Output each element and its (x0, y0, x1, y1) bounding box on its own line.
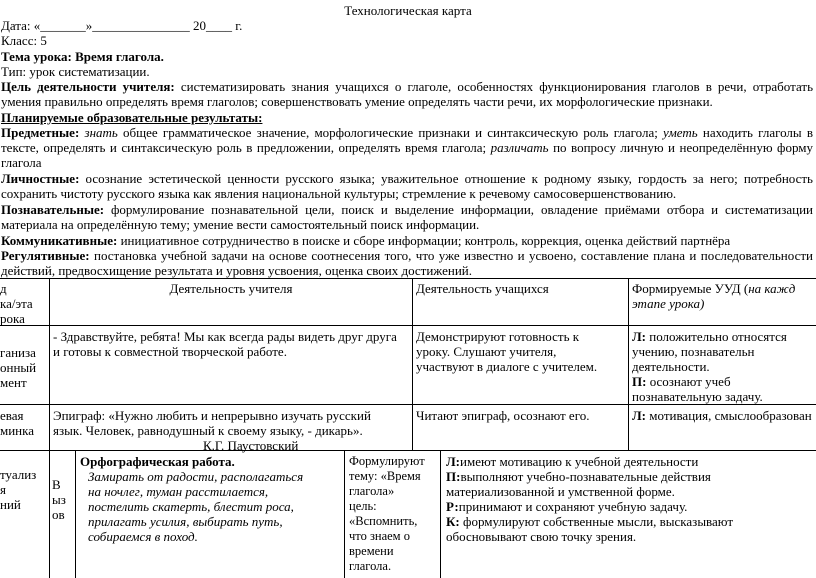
row-org-uud (632, 329, 816, 404)
teacher-goal-label: Цель деятельности учителя: (1, 79, 175, 94)
subject-label: Предметные: (1, 125, 80, 140)
lesson-stages-table (0, 278, 816, 578)
students-line: участвуют в диалоге с учителем. (416, 359, 598, 374)
uud-p-label: П: (632, 374, 647, 389)
table-rule (440, 450, 441, 578)
stage-line: ний (0, 497, 21, 512)
cognitive-results (1, 202, 813, 232)
subject-text-2: находить глаголы в тексте, определять и синтаксическую роль в предложении, определять время глагола; (1, 125, 813, 155)
table-rule (75, 450, 76, 578)
header-uud (632, 281, 816, 311)
regulative-text: постановка учебной задачи на основе соотнесения того, что уже известно и усвоено, составление плана и последовательности действий, предвосхищение результата и уровня усвоения, оценка своих достижений. (1, 248, 813, 278)
regulative-label: Регулятивные: (1, 248, 90, 263)
students-line: что знаем о (349, 529, 410, 543)
subject-results (1, 125, 813, 170)
lesson-type: Тип: урок систематизации. (1, 64, 150, 79)
header-uud-text: Формируемые УУД ( (632, 281, 749, 296)
spelling-line: собираемся в поход. (88, 529, 198, 544)
cognitive-text: формулирование познавательной цели, поиск и выделение информации, овладение приёмами отбора и систематизации материала на определённую тему; умение вести самостоятельный поиск информации. (1, 202, 813, 232)
personal-results (1, 171, 813, 201)
uud-r-label: Р: (446, 499, 459, 514)
table-rule (49, 278, 50, 578)
students-line: цель: (349, 499, 377, 513)
students-line: уроку. Слушают учителя, (416, 344, 557, 359)
subject-text-1: общее грамматическое значение, морфологические признаки и синтаксическую роль глагола; (117, 125, 664, 140)
row-warmup-students: Читают эпиграф, осознают его. (416, 408, 590, 423)
header-stage-cell (0, 281, 48, 326)
header-uud-italic-2: этапе урока) (632, 296, 705, 311)
spelling-line: прилагать усилия, выбирать путь, (88, 514, 283, 529)
uud-text: познавательную задачу. (632, 389, 763, 404)
row-actual-students (349, 454, 439, 574)
teacher-goal (1, 79, 813, 109)
teacher-line: - Здравствуйте, ребята! Мы как всегда рады видеть друг друга (53, 329, 397, 344)
subject-text-3: по вопросу личную и неопределённую форму глагола (1, 140, 813, 170)
communicative-results (1, 233, 814, 248)
uud-text: положительно относятся (646, 329, 787, 344)
row-actual-uud (446, 454, 816, 544)
uud-text: осознают учеб (646, 374, 731, 389)
date-line: Дата: «_______»_______________ 20____ г. (1, 18, 243, 33)
planned-results-heading: Планируемые образовательные результаты: (1, 110, 263, 125)
teacher-line: и готовы к совместной творческой работе. (53, 344, 287, 359)
row-actual-spelling (80, 454, 342, 544)
row-actual-stage (0, 467, 48, 512)
epigraph-line: язык. Человек, равнодушный к своему языку, - дикарь». (53, 423, 363, 438)
uud-text: обосновывают свою точку зрения. (446, 529, 637, 544)
communicative-label: Коммуникативные: (1, 233, 118, 248)
teacher-goal-text: систематизировать знания учащихся о глаголе, особенностях функционирования глаголов в речи, отработать умения правильно определять время глаголов; совершенствовать умение определять части речи, их морфологические признаки. (1, 79, 814, 109)
students-line: Формулируют (349, 454, 425, 468)
stage-line: туализ (0, 467, 37, 482)
stage-line: ганиза (0, 345, 36, 360)
students-line: глагола» (349, 484, 395, 498)
uud-text: деятельности. (632, 359, 710, 374)
header-uud-italic: на кажд (748, 281, 796, 296)
uud-text: материализованной и умственной форме. (446, 484, 675, 499)
uud-text: принимают и сохраняют учебную задачу. (458, 499, 688, 514)
uud-text: формулируют собственные мысли, высказывают (459, 514, 734, 529)
personal-label: Личностные: (1, 171, 80, 186)
epigraph-line: Эпиграф: «Нужно любить и непрерывно изучать русский (53, 408, 371, 423)
spelling-line: Замирать от радости, располагаться (88, 469, 304, 484)
header-stage-line: д (0, 281, 7, 296)
uud-l-label: Л: (632, 408, 647, 423)
subject-can: уметь (663, 125, 698, 140)
table-rule (412, 278, 413, 450)
students-line: тему: «Время (349, 469, 421, 483)
row-warmup-teacher (53, 408, 411, 453)
header-stage-line: ка/эта (0, 296, 33, 311)
uud-k-label: К: (446, 514, 460, 529)
row-actual-substage (52, 477, 74, 522)
cognitive-label: Познавательные: (1, 202, 105, 217)
epigraph-author: К.Г. Паустовский (203, 438, 299, 453)
stage-line: евая (0, 408, 24, 423)
uud-p-label: П: (446, 469, 461, 484)
substage-line: ыз (52, 492, 66, 507)
row-org-stage (0, 345, 48, 390)
table-rule (0, 325, 816, 326)
lesson-topic: Тема урока: Время глагола. (1, 49, 164, 64)
regulative-results (1, 248, 813, 278)
class-line: Класс: 5 (1, 33, 47, 48)
uud-text: имеют мотивацию к учебной деятельности (460, 454, 699, 469)
stage-line: я (0, 482, 6, 497)
personal-text: осознание эстетической ценности русского языка; уважительное отношение к родному языку, гордость за него; потребность сохранить чистоту русского языка как явления национальной культуры; стремление к речевому самосовершенствованию. (1, 171, 813, 201)
table-rule (344, 450, 345, 578)
uud-l-label: Л: (446, 454, 461, 469)
substage-line: ов (52, 507, 65, 522)
stage-line: минка (0, 423, 35, 438)
subject-know: знать (84, 125, 118, 140)
spelling-line: постелить скатерть, блестит роса, (88, 499, 294, 514)
header-teacher-activity: Деятельность учителя (169, 281, 293, 296)
uud-text: учению, познавательн (632, 344, 755, 359)
students-line: «Вспомнить, (349, 514, 418, 528)
row-warmup-stage (0, 408, 48, 438)
spelling-title: Орфографическая работа. (80, 454, 235, 469)
stage-line: онный (0, 360, 37, 375)
substage-line: В (52, 477, 61, 492)
uud-text: выполняют учебно-познавательные действия (460, 469, 711, 484)
students-line: глагола. (349, 559, 392, 573)
table-rule (0, 404, 816, 405)
stage-line: мент (0, 375, 27, 390)
subject-distinguish: различать (490, 140, 549, 155)
header-student-activity: Деятельность учащихся (416, 281, 549, 296)
row-org-teacher (53, 329, 411, 359)
row-warmup-uud (632, 408, 816, 423)
communicative-text: инициативное сотрудничество в поиске и сборе информации; контроль, коррекция, оценка действий партнёра (117, 233, 731, 248)
row-org-students (416, 329, 626, 374)
spelling-line: на ночлег, туман расстилается, (88, 484, 269, 499)
document-title: Технологическая карта (344, 3, 472, 18)
students-line: времени (349, 544, 394, 558)
table-rule (628, 278, 629, 450)
table-rule (0, 278, 816, 279)
uud-text: мотивация, смыслообразован (646, 408, 812, 423)
header-stage-line: рока (0, 311, 25, 326)
uud-l-label: Л: (632, 329, 647, 344)
students-line: Демонстрируют готовность к (416, 329, 580, 344)
